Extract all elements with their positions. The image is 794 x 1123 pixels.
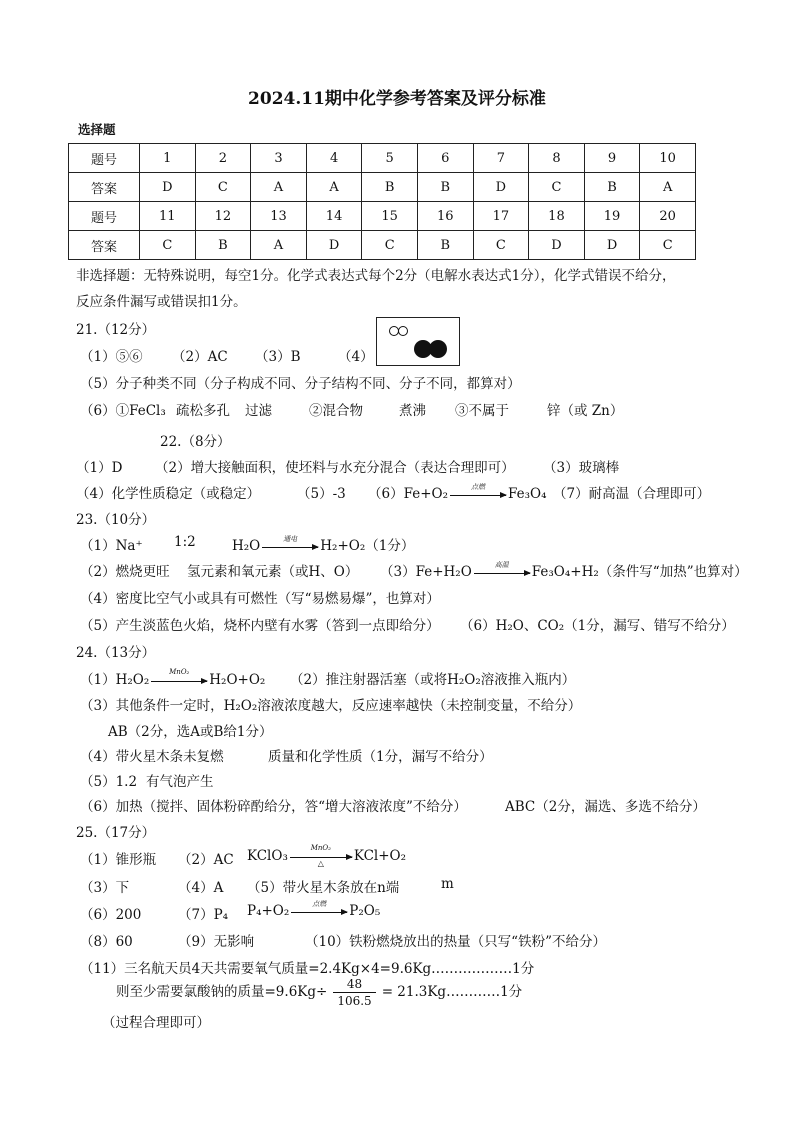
table-cell: 8 — [529, 144, 585, 173]
grading-note-line2: 反应条件漏写或错误扣1分。 — [76, 294, 247, 310]
table-cell: D — [306, 231, 362, 260]
table-cell: 5 — [362, 144, 418, 173]
q25-answer-5b: m — [441, 876, 454, 892]
q25-answer-5: （5）带火星木条放在n端 — [247, 880, 400, 896]
table-cell: 9 — [584, 144, 640, 173]
table-row — [69, 144, 696, 173]
q22-answer-6 — [368, 482, 547, 502]
reaction-condition: 点燃 — [312, 899, 327, 908]
table-cell: 16 — [417, 202, 473, 231]
q24-answer-5b: 有气泡产生 — [146, 774, 214, 790]
q25-header: 25.（17分） — [76, 825, 156, 841]
reaction-arrow — [474, 560, 530, 580]
table-cell: 10 — [640, 144, 696, 173]
q23-reactant: H₂O — [232, 538, 261, 554]
row-header-cell: 答案 — [69, 231, 140, 260]
q24-answer-1 — [80, 668, 265, 688]
heat-symbol: △ — [317, 858, 324, 868]
reaction-condition: 点燃 — [471, 482, 485, 491]
table-cell: D — [140, 173, 196, 202]
q25-answer-3: （3）下 — [80, 880, 130, 896]
table-row — [69, 231, 696, 260]
oxygen-atom-2 — [429, 340, 447, 358]
grading-note-line1: 非选择题：无特殊说明，每空1分。化学式表达式每个2分（电解水表达式1分），化学式错误不给分， — [76, 268, 676, 284]
q25-answer-11: （11）三名航天员4天共需要氧气质量=2.4Kg×4=9.6Kg………………1分 — [80, 961, 535, 977]
table-cell: D — [584, 231, 640, 260]
table-cell: B — [417, 231, 473, 260]
q23-ratio: 1:2 — [174, 534, 196, 550]
table-cell: B — [195, 231, 251, 260]
table-cell: A — [251, 173, 307, 202]
q23-header: 23.（10分） — [76, 512, 156, 528]
q25-reactants-p4: P₄+O₂ — [247, 903, 290, 919]
table-cell: 12 — [195, 202, 251, 231]
q21-answer-6e: 煮沸 — [399, 403, 426, 419]
q22-product: Fe₃O₄ — [508, 486, 547, 502]
table-cell: C — [140, 231, 196, 260]
reaction-arrow — [151, 667, 207, 688]
row-header-cell: 答案 — [69, 173, 140, 202]
table-row — [69, 173, 696, 202]
table-cell: C — [473, 231, 529, 260]
q25-product-p2o5: P₂O₅ — [349, 903, 381, 919]
q25-answer-10: （10）铁粉燃烧放出的热量（只写“铁粉”不给分） — [305, 934, 606, 950]
reaction-arrow — [291, 899, 347, 919]
row-header-cell: 题号 — [69, 144, 140, 173]
q23-products-3: Fe₃O₄+H₂（条件写“加热”也算对） — [531, 564, 748, 580]
table-cell: 19 — [584, 202, 640, 231]
table-row — [69, 202, 696, 231]
q24-answer-2: （2）推注射器活塞（或将H₂O₂溶液推入瓶内） — [290, 672, 576, 688]
table-cell: 2 — [195, 144, 251, 173]
q21-answer-6b: 疏松多孔 — [176, 403, 230, 419]
q21-answer-6f: ③不属于 — [455, 403, 509, 419]
q23-electrolysis — [232, 534, 414, 554]
table-cell: 4 — [306, 144, 362, 173]
reaction-arrow — [450, 482, 506, 502]
table-cell: C — [529, 173, 585, 202]
q23-answer-1: （1）Na⁺ — [80, 538, 143, 554]
q25-answer-8: （8）60 — [80, 934, 133, 950]
molecule-model-box — [376, 317, 460, 366]
q21-answer-6d: ②混合物 — [309, 403, 363, 419]
reaction-catalyst: MnO₂ — [310, 843, 331, 852]
q21-answer-1: （1）⑤⑥ — [80, 349, 143, 365]
q24-answer-6a: （6）加热（搅拌、固体粉碎酌给分，答“增大溶液浓度”不给分） — [80, 799, 467, 815]
q21-header: 21.（12分） — [76, 322, 156, 338]
table-cell: 17 — [473, 202, 529, 231]
table-cell: 18 — [529, 202, 585, 231]
q21-answer-6g: 锌（或 Zn） — [547, 403, 624, 419]
table-cell: C — [195, 173, 251, 202]
table-cell: 3 — [251, 144, 307, 173]
row-header-cell: 题号 — [69, 202, 140, 231]
q25-equation-kclo3 — [247, 843, 407, 868]
q21-answer-3: （3）B — [255, 349, 301, 365]
q24-answer-4b: 质量和化学性质（1分，漏写不给分） — [268, 749, 493, 765]
table-cell: D — [529, 231, 585, 260]
reaction-condition: 高温 — [494, 560, 509, 569]
q23-answer-6: （6）H₂O、CO₂（1分，漏写、错写不给分） — [460, 618, 735, 634]
hydrogen-atom-2 — [399, 327, 408, 336]
table-cell: 11 — [140, 202, 196, 231]
q21-answer-6c: 过滤 — [245, 403, 272, 419]
hydrogen-atom-1 — [390, 327, 399, 336]
calc-prefix: 则至少需要氯酸钠的质量=9.6Kg÷ — [116, 984, 328, 1000]
q24-answer-3: （3）其他条件一定时，H₂O₂溶液浓度越大，反应速率越快（未控制变量，不给分） — [80, 698, 582, 714]
table-cell: 14 — [306, 202, 362, 231]
section-label-multiple-choice: 选择题 — [78, 122, 116, 137]
table-cell: 6 — [417, 144, 473, 173]
q25-answer-1: （1）锥形瓶 — [80, 852, 157, 868]
q25-equation-p4 — [247, 899, 381, 919]
q22-answer-4: （4）化学性质稳定（或稳定） — [76, 486, 261, 502]
q24-answer-6b: ABC（2分，漏选、多选不给分） — [505, 799, 706, 815]
q23-reactants-3: （3）Fe+H₂O — [380, 564, 472, 580]
q25-answer-11-calc — [116, 976, 522, 1009]
q24-answer-3b: AB（2分，选A或B给1分） — [108, 724, 273, 740]
table-cell: A — [640, 173, 696, 202]
molecule-diagram — [377, 318, 459, 365]
q22-header: 22.（8分） — [160, 434, 231, 450]
table-cell: A — [306, 173, 362, 202]
reaction-arrow — [262, 534, 318, 554]
q25-reactant: KClO₃ — [247, 848, 288, 864]
table-cell: B — [362, 173, 418, 202]
q23-answer-4: （4）密度比空气小或具有可燃性（写“易燃易爆”，也算对） — [80, 591, 440, 607]
q24-products: H₂O+O₂ — [209, 672, 266, 688]
table-cell: A — [251, 231, 307, 260]
q25-answer-7: （7）P₄ — [178, 907, 229, 923]
q22-answer-3: （3）玻璃棒 — [543, 460, 620, 476]
q23-answer-3 — [380, 560, 748, 580]
q21-answer-5: （5）分子种类不同（分子构成不同、分子结构不同、分子不同，都算对） — [80, 376, 521, 392]
q25-answer-6: （6）200 — [80, 907, 142, 923]
calc-result: = 21.3Kg…………1分 — [381, 984, 523, 1000]
answer-table — [68, 143, 696, 260]
reaction-catalyst: MnO₂ — [169, 667, 190, 676]
fraction-denominator: 106.5 — [337, 994, 372, 1008]
q24-answer-4a: （4）带火星木条未复燃 — [80, 749, 224, 765]
q21-answer-4: （4） — [338, 349, 374, 365]
q23-products: H₂+O₂（1分） — [320, 538, 415, 554]
table-cell: B — [584, 173, 640, 202]
q25-note: （过程合理即可） — [102, 1015, 210, 1031]
q21-answer-2: （2）AC — [172, 349, 228, 365]
reaction-condition: 通电 — [283, 534, 298, 543]
table-cell: C — [362, 231, 418, 260]
fraction-numerator: 48 — [333, 976, 375, 993]
table-cell: C — [640, 231, 696, 260]
page-title: 2024.11期中化学参考答案及评分标准 — [248, 89, 546, 109]
q25-answer-2: （2）AC — [178, 852, 234, 868]
table-cell: D — [473, 173, 529, 202]
q22-answer-2: （2）增大接触面积，使坯料与水充分混合（表达合理即可） — [155, 460, 515, 476]
reaction-arrow — [290, 843, 352, 868]
q22-reactants: （6）Fe+O₂ — [368, 486, 448, 502]
table-cell: 13 — [251, 202, 307, 231]
q24-header: 24.（13分） — [76, 645, 156, 661]
table-cell: 1 — [140, 144, 196, 173]
q22-answer-1: （1）D — [76, 460, 123, 476]
q24-reactant: （1）H₂O₂ — [80, 672, 150, 688]
table-cell: 15 — [362, 202, 418, 231]
table-cell: 20 — [640, 202, 696, 231]
q23-answer-2a: （2）燃烧更旺 — [80, 564, 170, 580]
q22-answer-7: （7）耐高温（合理即可） — [553, 486, 711, 502]
q23-answer-5: （5）产生淡蓝色火焰，烧杯内壁有水雾（答到一点即给分） — [80, 618, 440, 634]
q24-answer-5a: （5）1.2 — [80, 774, 138, 790]
q25-answer-4: （4）A — [178, 880, 224, 896]
q21-answer-6a: （6）①FeCl₃ — [80, 403, 166, 419]
q23-answer-2b: 氢元素和氧元素（或H、O） — [187, 564, 359, 580]
fraction — [333, 976, 375, 1009]
q25-answer-9: （9）无影响 — [178, 934, 255, 950]
table-cell: 7 — [473, 144, 529, 173]
table-cell: B — [417, 173, 473, 202]
q22-answer-5: （5）-3 — [297, 486, 346, 502]
q25-products: KCl+O₂ — [353, 848, 407, 864]
